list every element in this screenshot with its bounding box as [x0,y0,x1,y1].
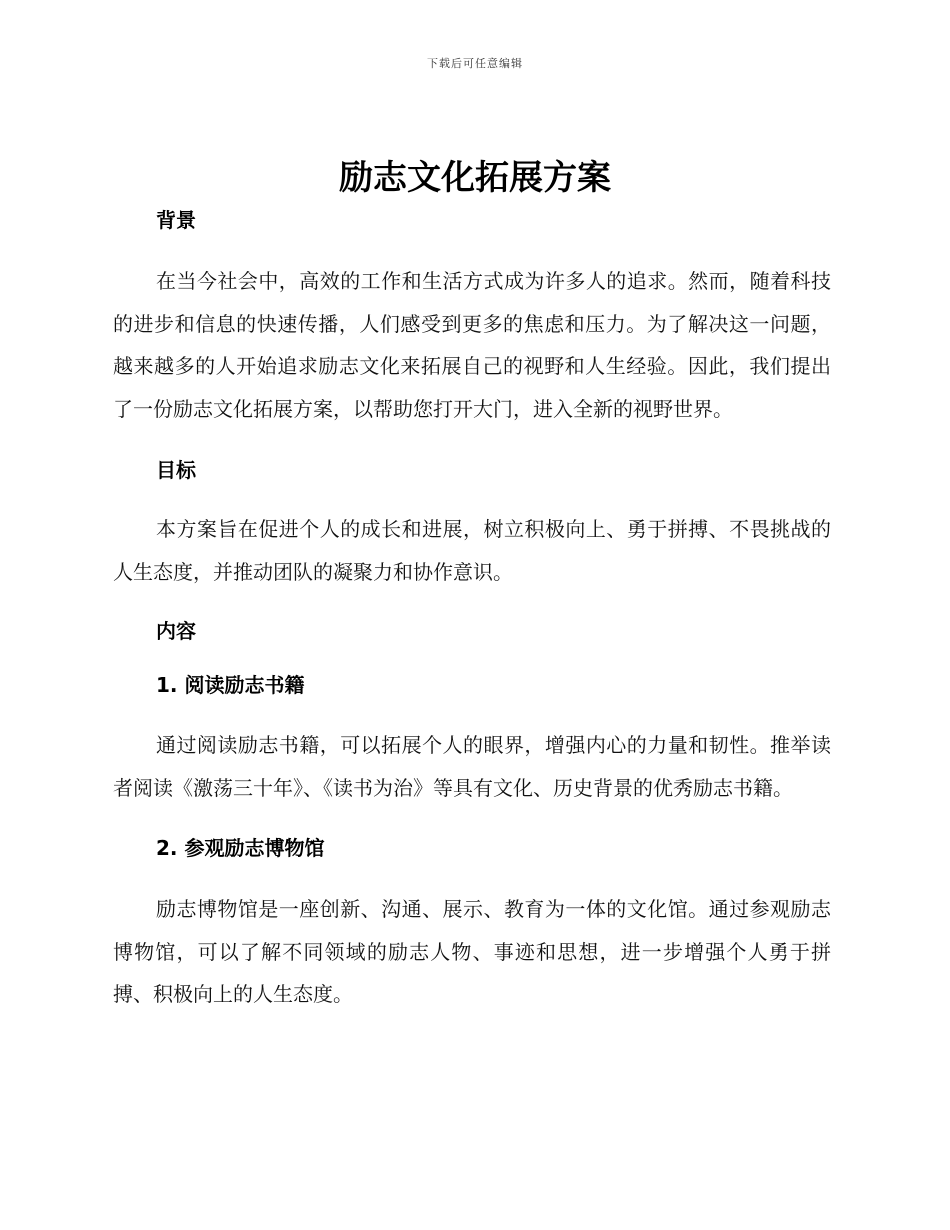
goal-paragraph: 本方案旨在促进个人的成长和进展，树立积极向上、勇于拼搏、不畏挑战的人生态度，并推动团队的凝聚力和协作意识。 [113,517,831,584]
content-item-1-heading: 1. 阅读励志书籍 [156,673,305,697]
goal-heading: 目标 [156,458,196,482]
content-item-1-paragraph: 通过阅读励志书籍，可以拓展个人的眼界，增强内心的力量和韧性。推举读者阅读《激荡三十年》、《读书为治》等具有文化、历史背景的优秀励志书籍。 [113,733,831,800]
content-heading: 内容 [156,619,196,643]
content-item-2-heading: 2. 参观励志博物馆 [156,836,325,860]
document-title: 励志文化拓展方案 [339,158,611,198]
document-body [113,206,831,1016]
background-paragraph: 在当今社会中，高效的工作和生活方式成为许多人的追求。然而，随着科技的进步和信息的快速传播，人们感受到更多的焦虑和压力。为了解决这一问题，越来越多的人开始追求励志文化来拓展自己的视野和人生经验。因此，我们提出了一份励志文化拓展方案，以帮助您打开大门，进入全新的视野世界。 [113,269,831,421]
content-item-2-paragraph: 励志博物馆是一座创新、沟通、展示、教育为一体的文化馆。通过参观励志博物馆，可以了解不同领域的励志人物、事迹和思想，进一步增强个人勇于拼搏、积极向上的人生态度。 [113,897,831,1006]
background-heading: 背景 [156,208,196,232]
page-header-note: 下载后可任意编辑 [427,57,523,70]
